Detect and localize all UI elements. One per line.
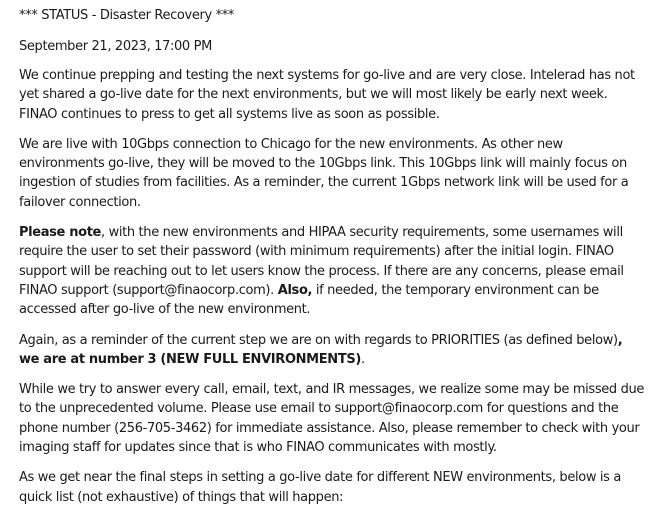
paragraph-priorities [19,331,645,370]
status-document [19,6,645,518]
document-date: September 21, 2023, 17:00 PM [19,38,212,54]
paragraph-go-live-prep: We continue prepping and testing the next systems for go-live and are very close. Intelerad has not yet shared a go-live date for the next environments, but we will most likely be early next week. FINAO continues to press to get all systems live as soon as possible. [19,68,635,122]
priorities-end: . [360,351,365,367]
please-note-emphasis: Please note [19,225,102,241]
also-emphasis: Also, [277,282,313,298]
priorities-text: Again, as a reminder of the current step we are on with regards to PRIORITIES (as defined below) [19,332,618,348]
hipaa-note-text: , with the new environments and HIPAA security requirements, some usernames will require the user to set their password (with minimum requirements) after the initial login. FINAO support will be reaching out to let users know the process. If there are any concerns, please email FINAO support (support@finaocorp.com). [19,225,624,298]
paragraph-network-link: We are live with 10Gbps connection to Chicago for the new environments. As other new environments go-live, they will be moved to the 10Gbps link. This 10Gbps link will mainly focus on ingestion of studies from facilities. As a reminder, the current 1Gbps network link will be used for a failover connection. [19,136,629,210]
paragraph-contact: While we try to answer every call, email, text, and IR messages, we realize some may be missed due to the unprecedented volume. Please use email to support@finaocorp.com for questions and the phone number (256-705-3462) for immediate assistance. Also, please remember to check with your imaging staff for updates since that is who FINAO communicates with mostly. [19,382,645,456]
document-title: *** STATUS - Disaster Recovery *** [19,8,235,23]
current-priority-emphasis: , we are at number 3 (NEW FULL ENVIRONMENTS) [19,332,623,367]
paragraph-hipaa-note [19,223,645,319]
paragraph-final-steps: As we get near the final steps in setting a go-live date for different NEW environments, below is a quick list (not exhaustive) of things that will happen: [19,470,621,505]
temporary-env-text: if needed, the temporary environment can be accessed after go-live of the new environment. [19,282,599,318]
